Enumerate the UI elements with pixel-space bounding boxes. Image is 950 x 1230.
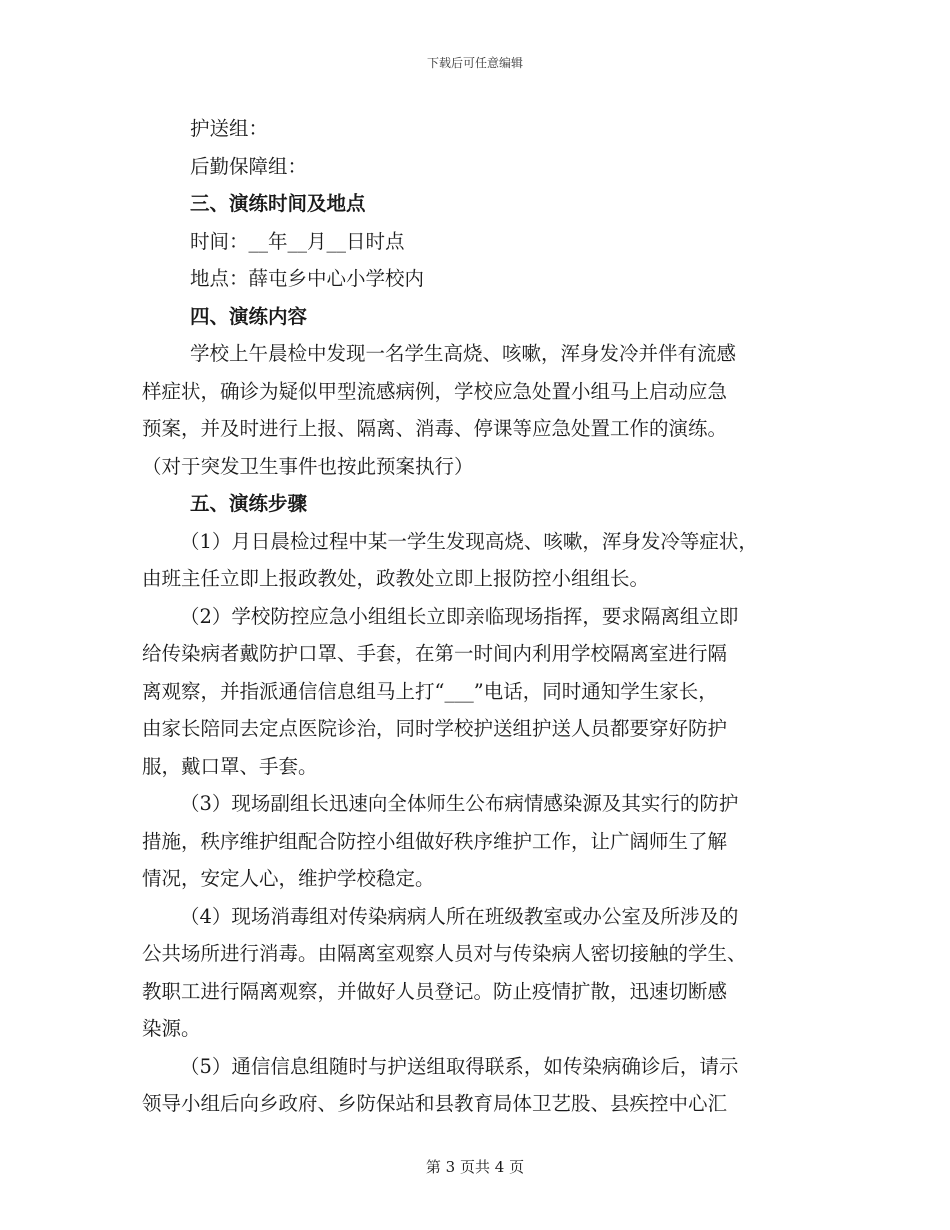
paragraph-line: 后勤保障组： — [190, 154, 308, 178]
paragraph-line: 情况，安定人心，维护学校稳定。 — [142, 867, 435, 890]
page-footer: 第 3 页共 4 页 — [425, 1158, 525, 1176]
paragraph-line: （3）现场副组长迅速向全体师生公布病情感染源及其实行的防护 — [180, 792, 739, 815]
paragraph-line: 领导小组后向乡政府、乡防保站和县教育局体卫艺股、县疾控中心汇 — [142, 1092, 728, 1115]
paragraph-line: （5）通信信息组随时与护送组取得联系，如传染病确诊后，请示 — [180, 1054, 739, 1078]
page-header-note: 下载后可任意编辑 — [426, 56, 523, 70]
paragraph-line: 服，戴口罩、手套。 — [142, 754, 318, 778]
paragraph-line: （4）现场消毒组对传染病病人所在班级教室或办公室及所涉及的 — [180, 904, 739, 928]
paragraph-line: 由班主任立即上报政教处，政教处立即上报防控小组组长。 — [142, 567, 650, 590]
paragraph-line: 公共场所进行消毒。由隔离室观察人员对与传染病人密切接触的学生、 — [142, 942, 747, 965]
paragraph-line: （1）月日晨检过程中某一学生发现高烧、咳嗽，浑身发冷等症状， — [180, 529, 758, 553]
paragraph-line: 样症状，确诊为疑似甲型流感病例，学校应急处置小组马上启动应急 — [142, 379, 728, 403]
paragraph-line: 教职工进行隔离观察，并做好人员登记。防止疫情扩散，迅速切断感 — [142, 979, 728, 1003]
section-heading: 四、演练内容 — [190, 304, 308, 328]
paragraph-line: （2）学校防控应急小组组长立即亲临现场指挥，要求隔离组立即 — [180, 604, 739, 628]
paragraph-line: 由家长陪同去定点医院诊治，同时学校护送组护送人员都要穿好防护 — [142, 717, 728, 740]
paragraph-line: 离观察，并指派通信信息组马上打“___”电话，同时通知学生家长， — [142, 679, 718, 703]
paragraph-line: 地点：薛屯乡中心小学校内 — [190, 267, 425, 290]
paragraph-line: 染源。 — [142, 1017, 201, 1040]
section-heading: 三、演练时间及地点 — [190, 192, 366, 215]
paragraph-line: 措施，秩序维护组配合防控小组做好秩序维护工作，让广阔师生了解 — [142, 829, 728, 853]
paragraph-line: 护送组： — [190, 117, 269, 140]
document-body — [142, 110, 822, 1123]
paragraph-line: 学校上午晨检中发现一名学生高烧、咳嗽，浑身发冷并伴有流感 — [190, 342, 737, 365]
paragraph-line: 预案，并及时进行上报、隔离、消毒、停课等应急处置工作的演练。 — [142, 417, 728, 440]
paragraph-line: （对于突发卫生事件也按此预案执行） — [142, 454, 474, 478]
paragraph-line: 给传染病者戴防护口罩、手套，在第一时间内利用学校隔离室进行隔 — [142, 642, 728, 665]
paragraph-line: 时间：__年__月__日时点 — [190, 229, 405, 253]
section-heading: 五、演练步骤 — [190, 492, 308, 515]
